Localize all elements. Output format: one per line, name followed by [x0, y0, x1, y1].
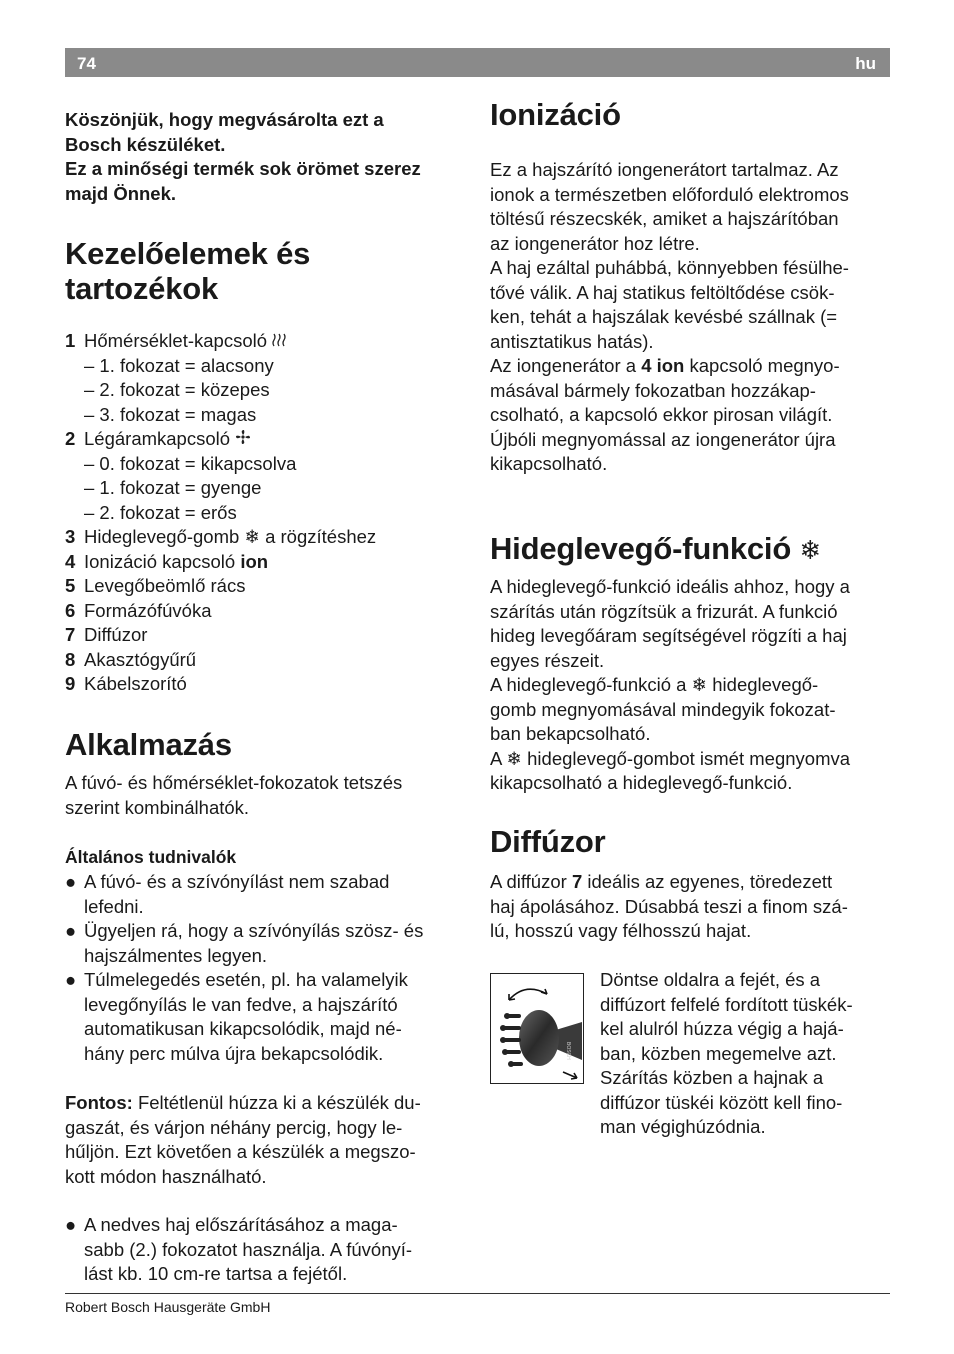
- diffuser-drawing: [491, 974, 582, 1082]
- text-line: Újbóli megnyomással az iongenerátor újra: [490, 428, 836, 450]
- diffuser-illustration: [490, 973, 584, 1084]
- item-text: Ionizáció kapcsoló: [84, 550, 236, 572]
- text-line: [490, 870, 890, 895]
- text-line: kikapcsolható.: [490, 453, 608, 474]
- text-line: diffúzor tüskéi között kell fino-: [600, 1091, 843, 1113]
- text-line: Döntse oldalra a fejét, és a: [600, 969, 821, 990]
- item-text: Diffúzor: [84, 624, 148, 645]
- list-item: – 2. fokozat = erős: [84, 501, 237, 523]
- item-number: 1: [65, 330, 76, 351]
- bosch-logo-text: BOSCH: [565, 1042, 571, 1060]
- list-item: [65, 599, 465, 624]
- item-text: Hőmérséklet-kapcsoló: [84, 330, 268, 351]
- item-number: 4: [65, 550, 76, 572]
- item-text: a rögzítéshez: [265, 526, 377, 547]
- heat-icon: [272, 333, 286, 347]
- text-line: hány perc múlva újra bekapcsolódik.: [84, 1042, 384, 1064]
- text-span: ideális az egyenes, töredezett: [582, 871, 833, 892]
- text-span: kapcsoló megnyo-: [684, 355, 840, 376]
- footer-company: Robert Bosch Hausgeräte GmbH: [65, 1299, 271, 1315]
- item-number: 5: [65, 575, 76, 596]
- list-item: [65, 623, 465, 648]
- item-text: Kábelszorító: [84, 673, 187, 694]
- intro-line: Bosch készüléket.: [65, 133, 226, 155]
- text-line: diffúzort felfelé fordított tüskék-: [600, 993, 853, 1015]
- bullet-icon: ●: [65, 969, 77, 990]
- item-text: Formázófúvóka: [84, 599, 212, 621]
- controls-list: [65, 329, 465, 697]
- item-number: 7: [65, 624, 76, 645]
- intro-text: [65, 108, 421, 206]
- text-span: hideglevegő-gombot ismét megnyomva: [527, 747, 851, 769]
- list-item: [65, 550, 465, 575]
- ionization-heading: Ionizáció: [490, 97, 621, 132]
- snowflake-icon: ❄: [691, 674, 708, 695]
- page-number: 74: [77, 54, 96, 73]
- diffuser-text: [490, 870, 890, 944]
- text-span: A hideglevegő-funkció a: [490, 674, 687, 695]
- text-line: hajszálmentes legyen.: [84, 944, 268, 966]
- text-line: lefedni.: [84, 895, 144, 917]
- intro-line: Köszönjük, hogy megvásárolta ezt a: [65, 109, 384, 130]
- text-line: kel alulról húzza végig a hajá-: [600, 1018, 844, 1039]
- item-number: 9: [65, 673, 76, 694]
- text-line: antisztatikus hatás).: [490, 330, 654, 352]
- fan-icon: [235, 429, 251, 445]
- item-number: 8: [65, 648, 76, 670]
- usage-heading: Alkalmazás: [65, 727, 232, 762]
- language-code: hu: [855, 54, 876, 73]
- diffuser-side-text: [600, 968, 890, 1140]
- text-line: töltésű részecskék, amiket a hajszárítóban: [490, 208, 839, 229]
- list-item: – 3. fokozat = magas: [84, 403, 257, 425]
- heading-text: Hideglevegő-funkció: [490, 531, 792, 566]
- text-line: A fúvó- és hőmérséklet-fokozatok tetszés: [65, 772, 403, 793]
- controls-heading: [65, 236, 310, 306]
- text-line: gomb megnyomásával mindegyik fokozat-: [490, 698, 836, 720]
- important-label: Fontos:: [65, 1092, 133, 1113]
- text-line: [490, 354, 890, 379]
- list-item: – 1. fokozat = gyenge: [84, 477, 262, 498]
- list-item: [65, 427, 465, 452]
- text-line: lú, hosszú vagy félhosszú hajat.: [490, 920, 752, 941]
- text-line: automatikusan kikapcsolódik, majd né-: [84, 1018, 402, 1039]
- snowflake-icon: ❄: [506, 747, 522, 769]
- text-line: másával bármely fokozatban hozzákap-: [490, 379, 816, 401]
- heading-line: tartozékok: [65, 271, 219, 306]
- coldair-text: [490, 575, 890, 796]
- text-span: Az iongenerátor a: [490, 355, 642, 376]
- left-column: [65, 0, 465, 1284]
- text-line: az iongenerátor hoz létre.: [490, 232, 700, 254]
- text-span: A diffúzor: [490, 871, 572, 892]
- text-span: A: [490, 747, 502, 769]
- list-item: [65, 525, 465, 550]
- text-bold: 7: [571, 871, 583, 892]
- text-line: ban bekapcsolható.: [490, 723, 651, 744]
- text-line: A haj ezáltal puhábbá, könnyebben fésülhe-: [490, 257, 849, 278]
- text-line: man végighúzódnia.: [600, 1116, 766, 1137]
- intro-line: Ez a minőségi termék sok örömet szerez: [65, 158, 421, 179]
- coldair-heading: [490, 531, 821, 568]
- list-item: [65, 574, 465, 599]
- text-line: ban, közben megemelve azt.: [600, 1042, 837, 1064]
- item-number: 2: [65, 428, 76, 449]
- text-line: haj ápolásához. Dúsabbá teszi a finom szá-: [490, 895, 848, 917]
- text-span: Feltétlenül húzza ki a készülék du-: [132, 1092, 421, 1113]
- text-line: Túlmelegedés esetén, pl. ha valamelyik: [84, 969, 408, 990]
- text-line: hideg levegőáram segítségével rögzíti a haj: [490, 625, 847, 646]
- text-line: kikapcsolható a hideglevegő-funkció.: [490, 772, 793, 793]
- list-item: [65, 648, 465, 673]
- bullet-item: [65, 870, 465, 919]
- snowflake-icon: ❄: [244, 526, 260, 547]
- text-line: tővé válik. A haj statikus feltöltődése csök-: [490, 281, 835, 303]
- bullet-item: [65, 1213, 465, 1287]
- text-line: [490, 673, 890, 698]
- text-line: [490, 747, 890, 772]
- text-line: sabb (2.) fokozatot használja. A fúvónyí-: [84, 1238, 413, 1260]
- item-text: Akasztógyűrű: [84, 648, 197, 670]
- diffuser-heading: Diffúzor: [490, 824, 606, 859]
- item-text: Levegőbeömlő rács: [84, 575, 246, 596]
- text-line: szerint kombinálhatók.: [65, 796, 250, 818]
- text-line: csolható, a kapcsoló ekkor pirosan világít.: [490, 404, 833, 425]
- text-line: szárítás után rögzítsük a frizurát. A funkció: [490, 600, 838, 622]
- text-bold: 4 ion: [641, 355, 685, 376]
- snowflake-icon: ❄: [799, 535, 822, 565]
- list-item: [65, 329, 465, 354]
- intro-line: majd Önnek.: [65, 182, 177, 204]
- item-number: 3: [65, 526, 76, 547]
- text-line: ionok a természetben előforduló elektromos: [490, 183, 849, 205]
- text-line: hűljön. Ezt követően a készülék a megszo-: [65, 1141, 416, 1162]
- text-line: Ügyeljen rá, hogy a szívónyílás szösz- és: [84, 920, 424, 941]
- bullet-icon: ●: [65, 920, 77, 941]
- list-item: [65, 672, 465, 697]
- general-bullets: [65, 870, 465, 1066]
- list-item: – 2. fokozat = közepes: [84, 379, 270, 400]
- text-line: A hideglevegő-funkció ideális ahhoz, hogy a: [490, 576, 850, 597]
- bullet-icon: ●: [65, 1214, 77, 1235]
- item-number: 6: [65, 599, 76, 621]
- list-item: – 1. fokozat = alacsony: [84, 354, 274, 376]
- text-line: A nedves haj előszárításához a maga-: [84, 1214, 398, 1235]
- general-heading: Általános tudnivalók: [65, 847, 237, 867]
- bullet-item: [65, 919, 465, 968]
- text-line: lást kb. 10 cm-re tartsa a fejétől.: [84, 1263, 348, 1284]
- text-line: Szárítás közben a hajnak a: [600, 1067, 824, 1088]
- item-bold: ion: [240, 550, 269, 572]
- bullet-icon: ●: [65, 871, 77, 892]
- text-line: levegőnyílás le van fedve, a hajszárító: [84, 993, 398, 1015]
- text-line: [65, 1091, 465, 1116]
- text-line: kott módon használható.: [65, 1165, 267, 1187]
- text-line: egyes részeit.: [490, 649, 605, 671]
- text-line: ken, tehát a hajszálak kevésbé szállnak (=: [490, 306, 838, 327]
- text-line: gaszát, és várjon néhány percig, hogy le-: [65, 1116, 403, 1138]
- item-text: Hideglevegő-gomb: [84, 526, 240, 547]
- item-text: Légáramkapcsoló: [84, 428, 231, 449]
- text-line: Ez a hajszárító iongenerátort tartalmaz. Az: [490, 159, 839, 180]
- list-item: – 0. fokozat = kikapcsolva: [84, 452, 297, 474]
- text-span: hideglevegő-: [712, 674, 819, 695]
- ionization-text: [490, 158, 890, 477]
- footer-divider: [65, 1293, 890, 1294]
- usage-text: [65, 771, 402, 820]
- bullet-item: [65, 968, 465, 1066]
- important-note: [65, 1091, 465, 1189]
- heading-line: Kezelőelemek és: [65, 236, 311, 271]
- text-line: A fúvó- és a szívónyílást nem szabad: [84, 871, 390, 892]
